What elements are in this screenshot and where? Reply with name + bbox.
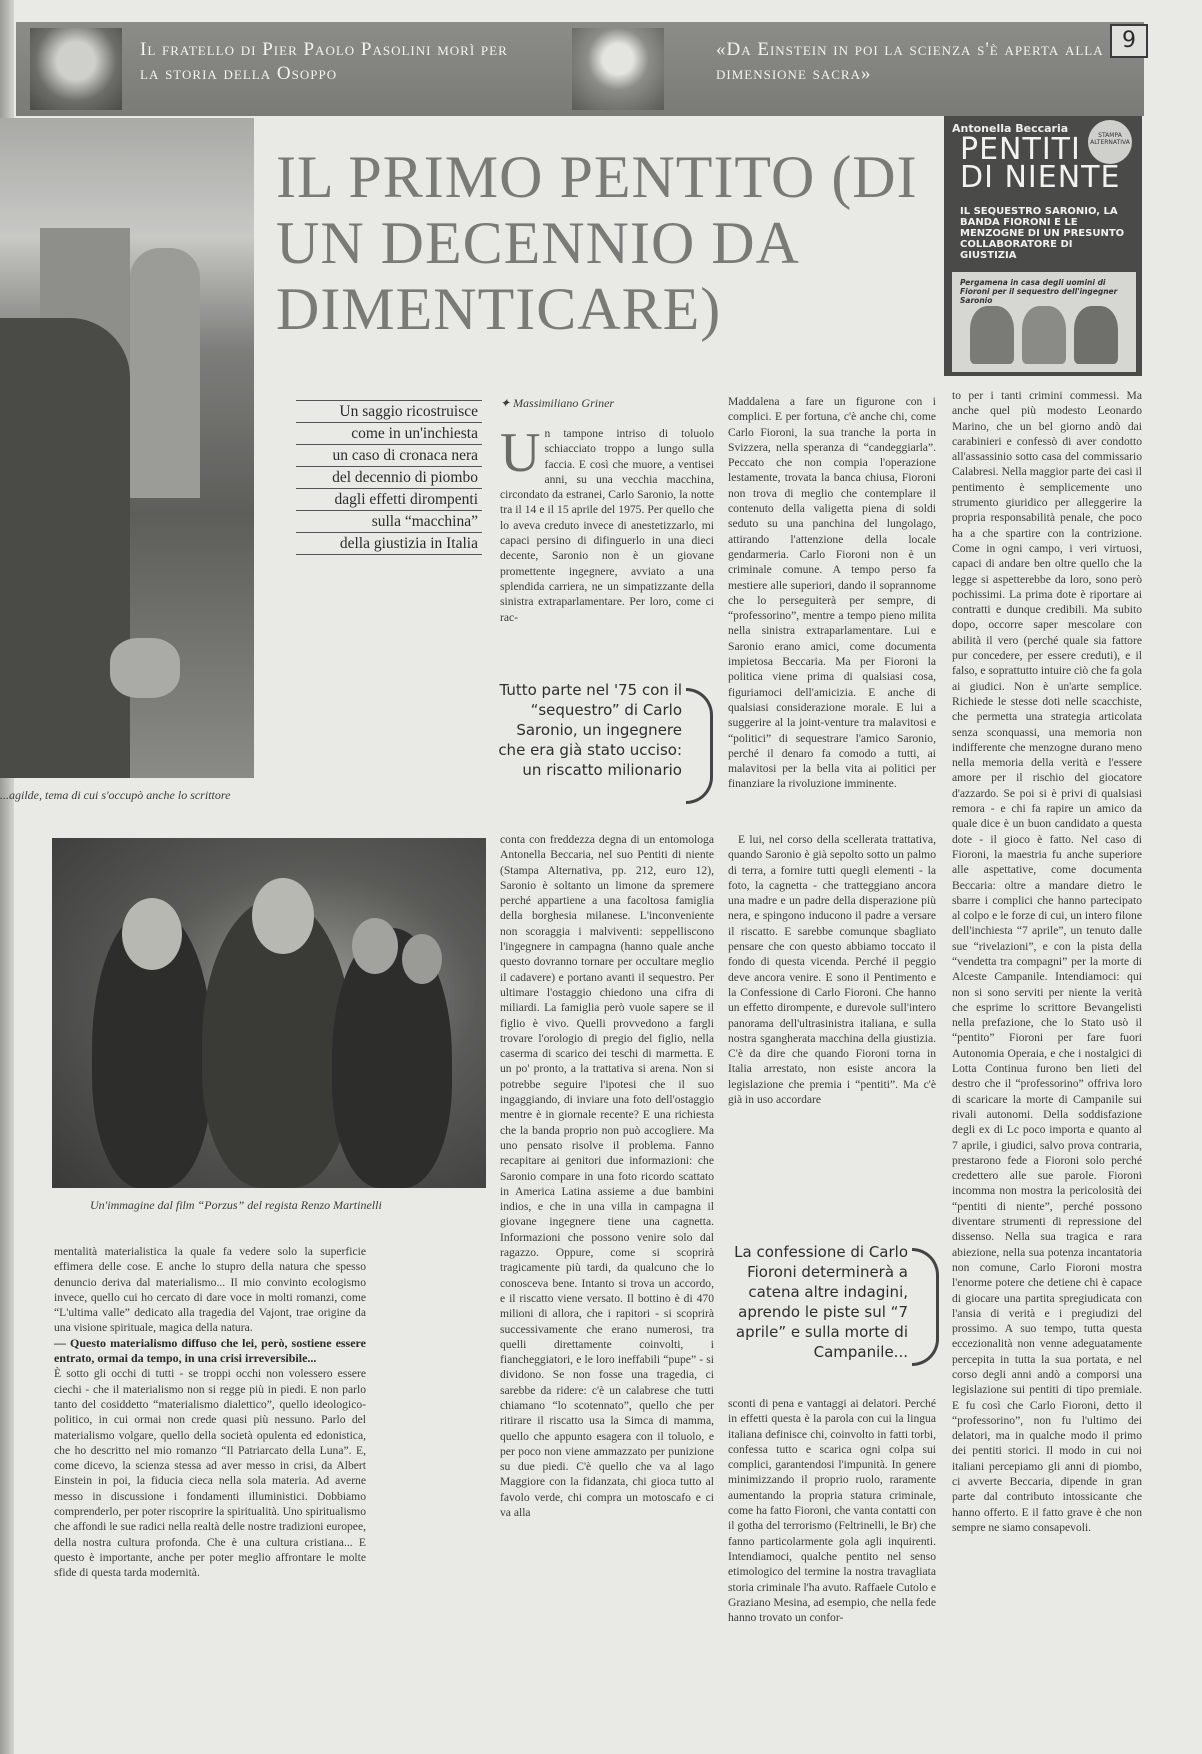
interview-column [54, 1244, 366, 1734]
book-clip-headline: Pergamena in casa degli uomini di Fioroni per il sequestro dell'ingegner Saronio [960, 278, 1118, 305]
castle-tower [130, 248, 200, 498]
byline-author: Massimiliano Griner [513, 396, 615, 410]
article-column-2-bottom [500, 832, 714, 1732]
deck-line: sulla “macchina” [296, 511, 482, 533]
cloaked-figure [0, 318, 130, 778]
article-paragraph: to per i tanti crimini commessi. Ma anche quel più modesto Leonardo Marino, che un bel giorno andò dai carabinieri e confessò di aver condotto all'assassinio sotto casa del commissario Calabresi. Nella maggior parte dei casi il pentimento è semplicemente uno strumento giuridico per alleggerire la propria responsabilità penale, che poco ha a che spartire con la contrizione. Come in ogni campo, i veri virtuosi, capaci di andare ben oltre quello che la legge si aspetterebbe da loro, sono però pochissimi. La prima dote è riportare ai contratti e dunque credibili. Ma subito dopo, occorre saper mescolare con abilità il vero (perché quale sia fattore pur concedere, per essere creduti), e il falso, e soprattutto intuire ciò che fa gola ai giudici. Non è un'arte semplice. Richiede le stesse doti nelle scacchiste, che permetta una strategia articolata senza sconquassi, una memoria non indifferente che menzogne durano meno nella memoria della verità e l'essere amore per il rischio del giocatore d'azzardo. Se poi si è privi di qualsiasi remora - e chi fa rapire un amico da quale dice è un buon candidato a questa dote - il gioco è fatto. Nel caso di Fioroni, la maestria fu anche superiore alle aspettative, come documenta Beccaria: oltre a mandare dietro le sbarre i complici che hanno partecipato al colpo e le forze di cui, un intero filone dell'inchiesta “7 aprile”, un tenuto dalle sue “rivelazioni”, e con la pista della “vendetta tra compagni” per la morte di Alceste Campanile. Intendiamoci: qui non si sono serviti per niente la verità che esprime lo scrittore Bevangelisti nella prefazione, che lo Stato usò il “pentito” Fioroni per fare fuori Autonomia Operaia, e che i nostalgici di Lotta Continua furono ben lieti del destro che il “professorino” offriva loro di scaricare la morte di Campanile sui rivali autonomi. Della soddisfazione degli ex di Lc poco importa e quanto al 7 aprile, i giudici, salvo prova contraria, prestarono fede a Fioroni solo perché credettero alle sue parole. Fioroni incomma non mostra la pericolosità dei “pentiti di niente”, perché possono diventare strumenti di repressione del dissenso. Nella sua tragica e rara abiezione, nella sua potenza incantatoria non comune, Carlo Fioroni mostra l'enorme potere che detiene chi è capace di giocare una partita spregiudicata con l'ansia di verità e i pregiudizi del prossimo. A suo tempo, tutta questa eccezionalità non venne adeguatamente percepita in tutta la sua portata, e nel corso degli anni andò a comporsi una legislazione sui pentiti di tipo premiale. E fu così che Carlo Fioroni, detto il “professorino”, non fu l'ultimo dei delatori, ma in qualche modo il primo dei pentiti storici. Il modo in cui noi italiani percepiamo gli anni di piombo, ci avverte Beccaria, dipende in gran parte dal contributo intossicante che hanno offerto. E il fatto grave è che non sempre ne siamo consapevoli. [952, 389, 1142, 1534]
left-headline: Il fratello di Pier Paolo Pasolini morì per la storia della Osoppo [140, 39, 508, 84]
book-title-line: DI NIENTE [960, 160, 1121, 195]
drop-cap: U [500, 426, 541, 484]
pull-quote-bracket [912, 1248, 939, 1366]
page-number: 9 [1110, 24, 1148, 58]
pull-quote-bracket [686, 688, 713, 804]
castle-photo [0, 118, 254, 778]
partisan-face [252, 878, 314, 954]
deck-line: della giustizia in Italia [296, 533, 482, 555]
book-subtitle: IL SEQUESTRO SARONIO, LA BANDA FIORONI E LE MENZOGNE DI UN PRESUNTO COLLABORATORE DI GIUSTIZIA [960, 206, 1125, 261]
article-paragraph: Maddalena a fare un figurone con i complici. E per fortuna, c'è anche chi, come Carlo Fioroni, la sua tranche la porta in Svizzera, nella speranza di “candeggiarla”. Peccato che non compia l'operazione lestamente, trovata la banca chiusa, Fioroni non trova di meglio che contemplare il contenuto della valigetta piena di soldi seduto su una panchina del lungolago, attirando l'attenzione della locale gendarmeria. Carlo Fioroni non è un criminale comune. A tempo perso fa mestiere alle superiori, dando il soprannome che lo perseguiterà per sempre, di “professorino”, mentre a tempo pieno milita nella sinistra extraparlamentare. Lui e Saronio erano amici, come documenta impietosa Beccaria. Ma per Fioroni la politica viene prima di qualsiasi cosa, figuriamoci dell'amicizia. E anche di qualsiasi considerazione morale. E lui a suggerire al la joint-venture tra malavitosi e “politici” di sequestrare l'amico Saronio, perché il denaro fa comodo a tutti, ai malavitosi per la bella vita ai politici per finanziare la rivoluzione imminente. [728, 395, 936, 791]
article-paragraph: n tampone intriso di toluolo schiacciato troppo a lungo sulla faccia. E così che muore, a ventisei anni, su una vecchia macchina, circondato da estranei, Carlo Saronio, la notte tra il 14 e il 15 aprile del 1975. Per quello che lo aveva creduto invece di anestetizzarlo, mi capaci persino di difinguerlo in una dieci decente, Saronio non è un giovane promettente ingegnere, avviato a una splendida carriera, ne un simpatizzante della sinistra extraparlamentare. Per loro, come ci rac- [500, 427, 714, 624]
byline: ✦ Massimiliano Griner [500, 396, 615, 410]
castle-photo-caption: ...agilde, tema di cui s'occupò anche lo scrittore [0, 788, 231, 802]
film-still-caption: Un'immagine dal film “Porzus” del regista Renzo Martinelli [90, 1198, 382, 1212]
book-author: Antonella Beccaria [952, 122, 1069, 135]
partisan-face [402, 934, 442, 984]
book-cover [944, 116, 1142, 376]
hand [110, 638, 180, 698]
article-column-3-top [728, 394, 936, 826]
article-column-3-bottom [728, 1396, 936, 1732]
article-paragraph: sconti di pena e vantaggi ai delatori. Perché in effetti questa è la parola con cui la lingua italiana definisce chi, coinvolto in fatti torbi, confessa tutto e scarica ogni colpa sui complici, garantendosi l'impunità. In genere minimizzando il proprio ruolo, raramente aumentando la propria statura criminale, come ha fatto Fioroni, che vanta contatti con il gotha del terrorismo (Feltrinelli, le Br) che fanno particolarmente gola agli inquirenti. Intendiamoci, qualche pentito nel senso etimologico del termine la nostra travagliata storia criminale l'ha avuto. Raffaele Cutolo e Graziano Mesina, ad esempio, che nella fede hanno trovato un confor- [728, 1397, 936, 1625]
header-band [16, 22, 1144, 116]
deck-line: dagli effetti dirompenti [296, 489, 482, 511]
article-paragraph: E lui, nel corso della scellerata trattativa, quando Saronio è già sepolto sotto un palmo di terra, a fornire tutti quegli elementi - la foto, la cagnetta - che tratteggiano ancora una madre e un padre della disperazione più nera, e spingono inducono il padre a versare il riscatto. E sarebbe comunque sbagliato pensare che con questo abbiamo toccato il fondo di questa vicenda. Perché il peggio deve ancora venire. E sono il Pentimento e la Confessione di Carlo Fioroni. Che hanno un effetto dirompente, e durevole sull'intero panorama dell'ultrasinistra italiana, e sulla nostra sgangherata macchina della giustizia. C'è da dire che quando Fioroni torna in Italia arrestato, non esiste ancora la legislazione che premia i “pentiti”. Ma c'è già in uso accordare [728, 833, 936, 1107]
mugshot-image [970, 306, 1014, 364]
einstein-portrait-image [572, 28, 664, 110]
deck-line: come in un'inchiesta [296, 423, 482, 445]
article-column-2-top [500, 426, 714, 648]
publisher-badge: STAMPA ALTERNATIVA [1088, 120, 1132, 164]
interview-intro-paragraph: mentalità materialistica la quale fa vedere solo la superficie effimera delle cose. E anche lo stupro della natura che spesso denuncio deriva dal materialismo... Il mio convinto ecologismo invece, quello cui ho cercato di dare voce in molti romanzi, come “L'ultima valle” dedicato alla tragedia del Vajont, trae origine da una visione spirituale, magica della natura. [54, 1245, 366, 1335]
article-paragraph: conta con freddezza degna di un entomologa Antonella Beccaria, nel suo Pentiti di niente (Stampa Alternativa, pp. 212, euro 12), Saronio è soltanto un limone da spremere perché appartiene a una facoltosa famiglia della borghesia milanese. L'inconveniente non scoraggia i malviventi: seppelliscono l'ingegnere in campagna (hanno quale anche questo dovranno tornare per occultare meglio il cadavere) e portano avanti il sequestro. Per ultimare l'ostaggio chiedono una cifra di miliardi. La famiglia però vuole sapere se il figlio è vivo. Quelli provvedono a fargli trovare l'orologio di pregio del figlio, nella caserma di scarico dei teschi di marmetta. E un po' pronto, a la trattativa si arena. Non si potrebbe seguire l'ipotesi che il suo ingaggiando, di inviare una foto dell'ostaggio mentre è in giornale recente? E una richiesta che la banda proprio non può accogliere. Ma uno pensato risolve il problema. Fanno recapitare ai genitori due informazioni: che Saronio compare in una foto ricordo scattato in America Latina assieme a due bambini indios, e che in una villa in campagna il giovane ingegnere tiene una cagnetta. Informazioni che possono venire solo dal ragazzo. Oppure, come si scoprirà tragicamente più tardi, da qualcuno che lo conosceva bene. Intanto si trova un accordo, e il riscatto viene versato. Il bottino è di 470 milioni di allora, che i rapitori - si scoprirà successivamente che erano numerosi, tra quelli direttamente coinvolti, i fiancheggiatori, e le loro ineffabili “pupe” - si dividono. Se non fosse una tragedia, ci sarebbe da ridere: c'è un calabrese che tutti chiamano “lo scotennato”, quello che per ritirare il riscatto usa la Simca di mamma, quello che appunto esagera con il toluolo, e per poco non viene ammazzato per punizione su due piedi. C'è quello che va al lago Maggiore con la fidanzata, chi gioca tutto al favolo verde, chi compra un motoscafo e ci va alla [500, 833, 714, 1520]
book-title [960, 132, 1121, 195]
article-title: IL PRIMO PENTITO (DI UN DECENNIO DA DIMENTICARE) [276, 144, 918, 342]
partisan-face [352, 918, 398, 974]
book-newspaper-clip [952, 272, 1136, 372]
article-column-4 [952, 388, 1142, 1732]
deck-line: un caso di cronaca nera [296, 445, 482, 467]
book-title-line: PENTITI [960, 132, 1081, 167]
pull-quote-2: La confessione di Carlo Fioroni determinerà a catena altre indagini, aprendo le piste sul “7 aprile” e sulla morte di Campanile... [734, 1243, 908, 1361]
deck-line: del decennio di piombo [296, 467, 482, 489]
pull-quote-1: Tutto parte nel '75 con il “sequestro” di Carlo Saronio, un ingegnere che era già stato ucciso: un riscatto milionario [498, 681, 682, 779]
film-still-photo [52, 838, 486, 1188]
mugshot-image [1022, 306, 1066, 364]
interview-answer-paragraph: È sotto gli occhi di tutti - se troppi occhi non volessero essere ciechi - che il materialismo non si regge più in piedi. E non parlo tanto del cosiddetto “materialismo dialettico”, quello ideologico-politico, in cui ormai non crede quasi più nessuno. Parlo del materialismo volgare, quello della società opulenta ed edonistica, che ho descritto nel mio romanzo “Il Patriarcato della Luna”. E, come dicevo, la scienza stessa ad aver messo in crisi, da Albert Einstein in poi, la fiducia cieca nella sola materia. Ad averne messo in discussione i fondamenti illuministici. Dobbiamo comprenderlo, per poter riscoprire la spiritualità. Uno spiritualismo che affondi le sue radici nella realtà delle nostre tradizioni europee, della nostra cultura profonda. Che è una cultura cristiana... E questo è importante, anche per poter meglio affrontare le molte sfide di questa tarda modernità. [54, 1367, 366, 1580]
pasolini-portrait-image [30, 28, 122, 110]
mugshot-image [1074, 306, 1118, 364]
deck-line: Un saggio ricostruisce [296, 401, 482, 423]
partisan-face [122, 898, 182, 970]
interview-question: — Questo materialismo diffuso che lei, però, sostiene essere entrato, ormai da tempo, in una crisi irreversibile... [54, 1335, 366, 1366]
article-column-3-middle [728, 832, 936, 1204]
article-deck [296, 400, 482, 555]
right-headline: «Da Einstein in poi la scienza s'è aperta alla dimensione sacra» [716, 39, 1104, 84]
